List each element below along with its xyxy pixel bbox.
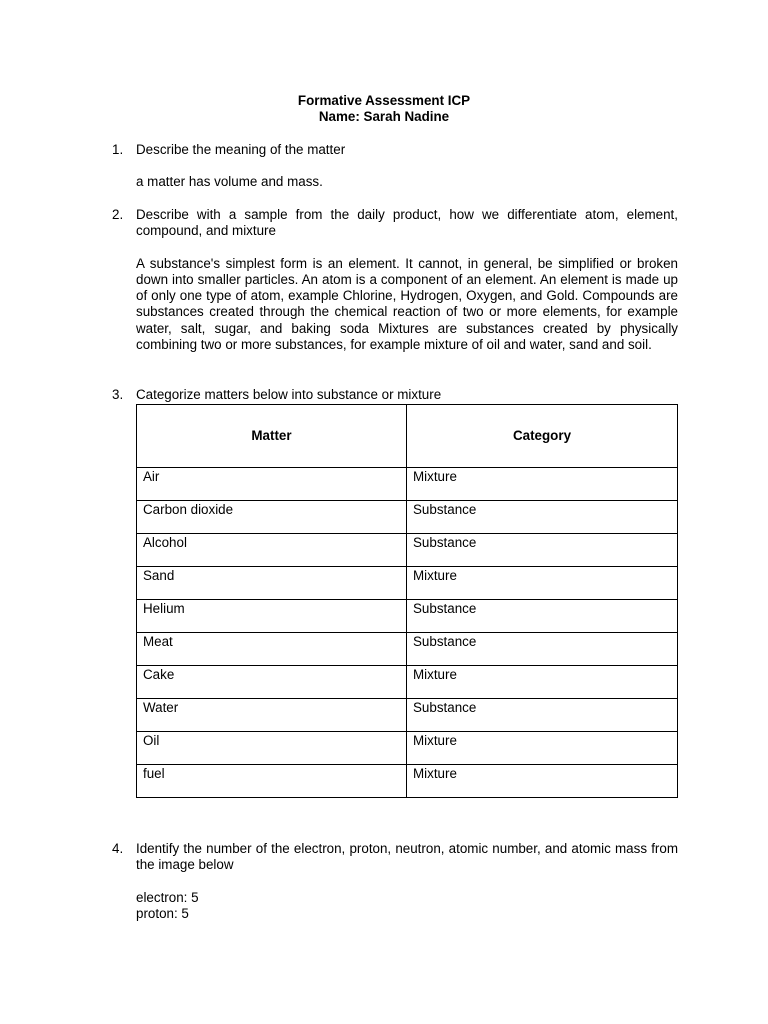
matter-cell: Oil	[137, 732, 407, 765]
matter-cell: Carbon dioxide	[137, 501, 407, 534]
answer-line-electron: electron: 5	[136, 889, 199, 905]
category-cell: Substance	[407, 501, 678, 534]
matter-category-table	[136, 404, 678, 798]
table-row	[137, 567, 678, 600]
table-row	[137, 765, 678, 798]
question-4	[112, 841, 678, 922]
matter-cell: Meat	[137, 633, 407, 666]
student-name: Name: Sarah Nadine	[318, 109, 450, 125]
question-2	[112, 207, 678, 353]
question-answer: A substance's simplest form is an element. It cannot, in general, be simplified or broken down into smaller particles. An atom is a component of an element. An element is made up of only one type of atom, example Chlorine, Hydrogen, Oxygen, and Gold. Compounds are substances created through the chemical reaction of two or more elements, for example water, salt, sugar, and baking soda Mixtures are substances created by physically combining two or more substances, for example mixture of oil and water, sand and soil.	[136, 255, 678, 353]
table-row	[137, 468, 678, 501]
document-title: Formative Assessment ICP	[297, 93, 471, 108]
table-row	[137, 666, 678, 699]
matter-cell: fuel	[137, 765, 407, 798]
category-cell: Mixture	[407, 666, 678, 699]
matter-cell: Air	[137, 468, 407, 501]
category-cell: Mixture	[407, 765, 678, 798]
question-number: 1.	[112, 142, 124, 157]
question-answer: a matter has volume and mass.	[136, 174, 323, 190]
matter-cell: Alcohol	[137, 534, 407, 567]
question-number: 3.	[112, 387, 124, 402]
matter-cell: Cake	[137, 666, 407, 699]
question-prompt: Identify the number of the electron, proton, neutron, atomic number, and atomic mass from the image below	[136, 841, 678, 873]
table-row	[137, 501, 678, 534]
question-number: 4.	[112, 841, 124, 856]
header-category: Category	[407, 405, 678, 468]
question-number: 2.	[112, 207, 124, 222]
question-prompt: Describe with a sample from the daily product, how we differentiate atom, element, compound, and mixture	[136, 207, 678, 239]
table-row	[137, 732, 678, 765]
matter-cell: Helium	[137, 600, 407, 633]
category-cell: Substance	[407, 600, 678, 633]
question-prompt: Categorize matters below into substance or mixture	[136, 387, 442, 402]
category-cell: Mixture	[407, 567, 678, 600]
category-cell: Substance	[407, 633, 678, 666]
table-row	[137, 600, 678, 633]
question-3	[112, 387, 678, 403]
category-cell: Substance	[407, 534, 678, 567]
matter-cell: Sand	[137, 567, 407, 600]
header-matter: Matter	[137, 405, 407, 468]
answer-line-proton: proton: 5	[136, 905, 189, 921]
question-prompt: Describe the meaning of the matter	[136, 142, 346, 157]
title-block	[0, 93, 768, 126]
table-row	[137, 534, 678, 567]
category-cell: Mixture	[407, 732, 678, 765]
table-row	[137, 633, 678, 666]
category-cell: Mixture	[407, 468, 678, 501]
table-header-row	[137, 405, 678, 468]
table-row	[137, 699, 678, 732]
matter-cell: Water	[137, 699, 407, 732]
question-1	[112, 142, 678, 191]
category-cell: Substance	[407, 699, 678, 732]
